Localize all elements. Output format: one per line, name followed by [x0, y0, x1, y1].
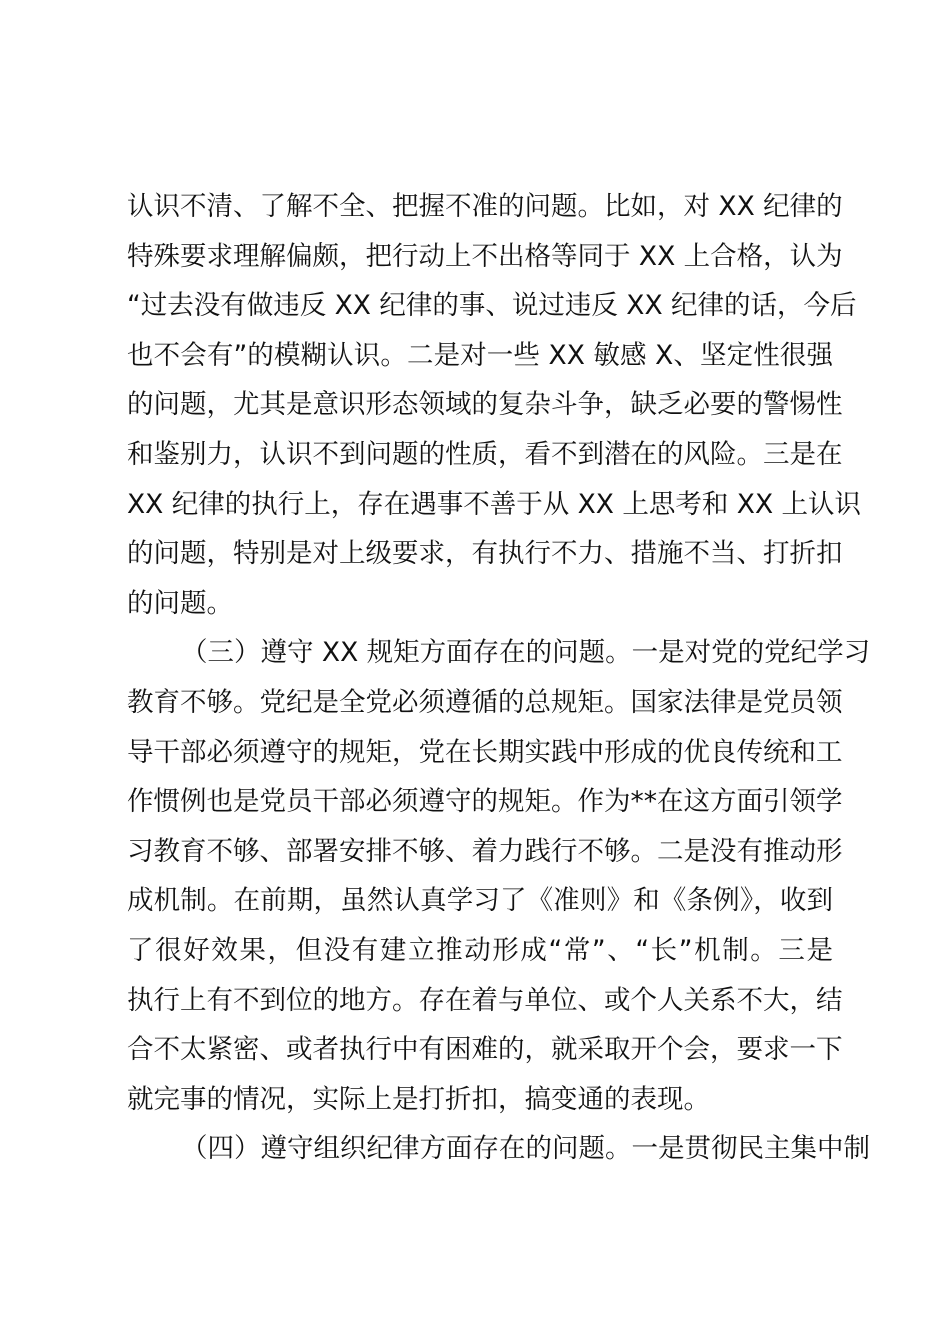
text-line: 教育不够。党纪是全党必须遵循的总规矩。国家法律是党员领 — [127, 686, 843, 718]
text-line: 习教育不够、部署安排不够、着力践行不够。二是没有推动形 — [127, 835, 843, 867]
section-heading-line: （四）遵守组织纪律方面存在的问题。一是贯彻民主集中制 — [181, 1133, 870, 1165]
text-line: 认识不清、了解不全、把握不准的问题。比如，对 XX 纪律的 — [127, 191, 843, 222]
text-line: 成机制。在前期，虽然认真学习了《准则》和《条例》，收到 — [127, 885, 833, 917]
text-line: 就完事的情况，实际上是打折扣，搞变通的表现。 — [127, 1083, 710, 1115]
text-line: 作惯例也是党员干部必须遵守的规矩。作为**在这方面引领学 — [127, 786, 843, 818]
text-line: “过去没有做违反 XX 纪律的事、说过违反 XX 纪律的话，今后 — [127, 290, 857, 322]
text-line: 的问题。 — [127, 587, 233, 619]
text-line: 导干部必须遵守的规矩，党在长期实践中形成的优良传统和工 — [127, 736, 843, 768]
section-heading-line: （三）遵守 XX 规矩方面存在的问题。一是对党的党纪学习 — [181, 637, 871, 669]
text-line: 的问题，特别是对上级要求，有执行不力、措施不当、打折扣 — [127, 538, 843, 570]
text-line: XX 纪律的执行上，存在遇事不善于从 XX 上思考和 XX 上认识 — [127, 488, 862, 520]
text-line: 和鉴别力，认识不到问题的性质，看不到潜在的风险。三是在 — [127, 438, 843, 470]
text-line: 了很好效果，但没有建立推动形成“常”、“长”机制。三是 — [127, 934, 833, 966]
text-line: 合不太紧密、或者执行中有困难的，就采取开个会，要求一下 — [127, 1034, 843, 1066]
text-line: 的问题，尤其是意识形态领域的复杂斗争，缺乏必要的警惕性 — [127, 389, 843, 421]
body-text — [127, 182, 871, 1174]
text-line: 也不会有”的模糊认识。二是对一些 XX 敏感 X、坚定性很强 — [127, 339, 833, 371]
text-line: 特殊要求理解偏颇，把行动上不出格等同于 XX 上合格，认为 — [127, 240, 843, 272]
text-line: 执行上有不到位的地方。存在着与单位、或个人关系不大，结 — [127, 984, 843, 1016]
